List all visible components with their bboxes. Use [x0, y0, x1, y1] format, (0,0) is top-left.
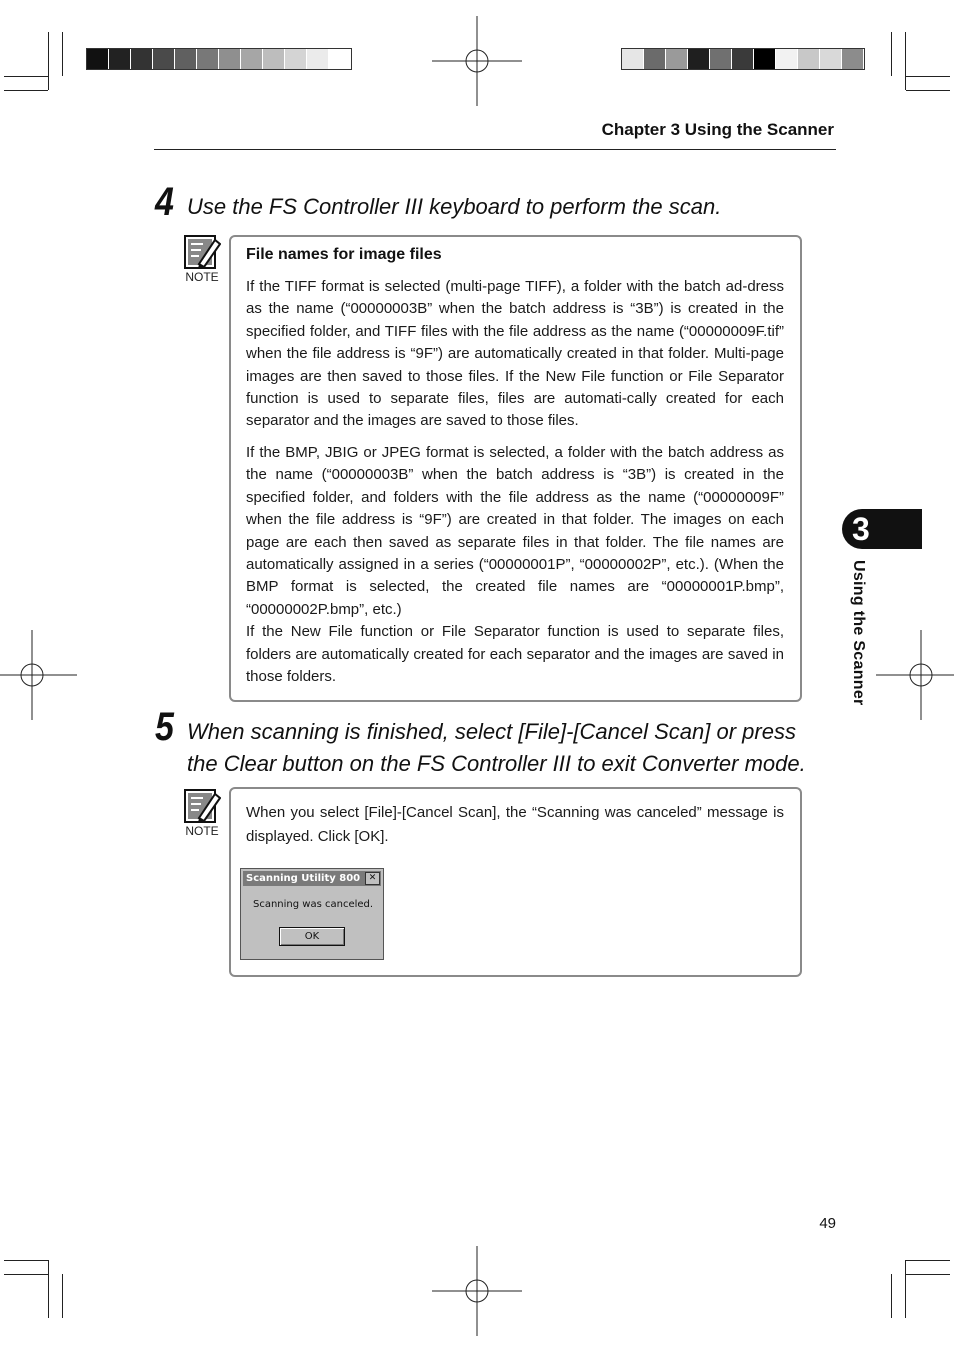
color-calibration-strip-right — [621, 48, 865, 70]
scanning-canceled-dialog — [240, 868, 384, 960]
color-swatch — [754, 49, 776, 69]
step-instruction-line1: When scanning is finished, select [File]-[Cancel Scan] or press — [187, 719, 796, 744]
chapter-tab — [842, 509, 922, 549]
color-swatch — [329, 49, 351, 69]
registration-crosshair-bottom — [432, 1246, 522, 1336]
color-swatch — [153, 49, 175, 69]
step-instruction-line2: the Clear button on the FS Controller III to exit Converter mode. — [187, 751, 806, 776]
color-swatch — [842, 49, 864, 69]
color-calibration-strip-left — [86, 48, 352, 70]
close-icon[interactable]: ✕ — [365, 872, 380, 885]
color-swatch — [710, 49, 732, 69]
color-swatch — [219, 49, 241, 69]
note-icon — [183, 788, 221, 840]
color-swatch — [241, 49, 263, 69]
note-paragraph-tiff: If the TIFF format is selected (multi-page TIFF), a folder with the batch ad-dress as the name (“00000003B” when the batch address is “3B”) is created in the specified folder, and TIFF files with the file address as the name (“00000009F.tif” when the file address is “9F”) are automatically created in that folder. Multi-page images are then saved to those files. If the New File function or File Separator function is used to separate files, files are automati-cally created for each separator and the images are saved to those files. — [246, 278, 784, 430]
color-swatch — [109, 49, 131, 69]
header-divider — [154, 149, 836, 150]
color-swatch — [776, 49, 798, 69]
color-swatch — [688, 49, 710, 69]
color-swatch — [263, 49, 285, 69]
color-swatch — [175, 49, 197, 69]
color-swatch — [666, 49, 688, 69]
color-swatch — [732, 49, 754, 69]
registration-crosshair-top — [432, 16, 522, 106]
color-swatch — [285, 49, 307, 69]
color-swatch — [87, 49, 109, 69]
note-box-file-names — [229, 235, 802, 702]
note-icon-label: NOTE — [185, 824, 219, 838]
color-swatch — [197, 49, 219, 69]
note-icon — [183, 234, 221, 286]
page-number: 49 — [819, 1215, 836, 1232]
note-icon-label: NOTE — [185, 270, 219, 284]
color-swatch — [798, 49, 820, 69]
color-swatch — [820, 49, 842, 69]
dialog-title: Scanning Utility 800 — [243, 871, 381, 886]
color-swatch — [622, 49, 644, 69]
registration-crosshair-left — [0, 630, 77, 720]
note-paragraph-separator: If the New File function or File Separator function is used to separate files, folders are automatically created for each separator and the images are saved in those folders. — [246, 623, 784, 686]
note-paragraph-cancel: When you select [File]-[Cancel Scan], the “Scanning was canceled” message is displayed. Click [OK]. — [246, 804, 784, 845]
chapter-side-label: Using the Scanner — [850, 560, 867, 706]
step-number: 5 — [155, 705, 174, 749]
chapter-header: Chapter 3 Using the Scanner — [601, 120, 834, 139]
dialog-message: Scanning was canceled. — [253, 899, 374, 910]
color-swatch — [131, 49, 153, 69]
chapter-tab-number: 3 — [852, 511, 870, 547]
step-instruction: Use the FS Controller III keyboard to perform the scan. — [187, 194, 722, 219]
color-swatch — [307, 49, 329, 69]
registration-crosshair-right — [876, 630, 954, 720]
note-paragraph-bmp: If the BMP, JBIG or JPEG format is selected, a folder with the batch address as the name (“00000003B” when the batch address is “3B”) is created in the specified folder, and folders with the file address as the name (“00000009F” when the file address is “9F”) are created in that folder. The images on each page are each then saved as separate files in that folder. The file names are automatically assigned in a series (“00000001P”, “00000002P”, etc.). (When the BMP format is selected, the created file names are “00000001P.bmp”, “00000002P.bmp”, etc.) — [246, 444, 784, 618]
step-number: 4 — [155, 180, 174, 224]
ok-button[interactable]: OK — [279, 927, 345, 946]
note-title: File names for image files — [246, 246, 442, 263]
color-swatch — [644, 49, 666, 69]
